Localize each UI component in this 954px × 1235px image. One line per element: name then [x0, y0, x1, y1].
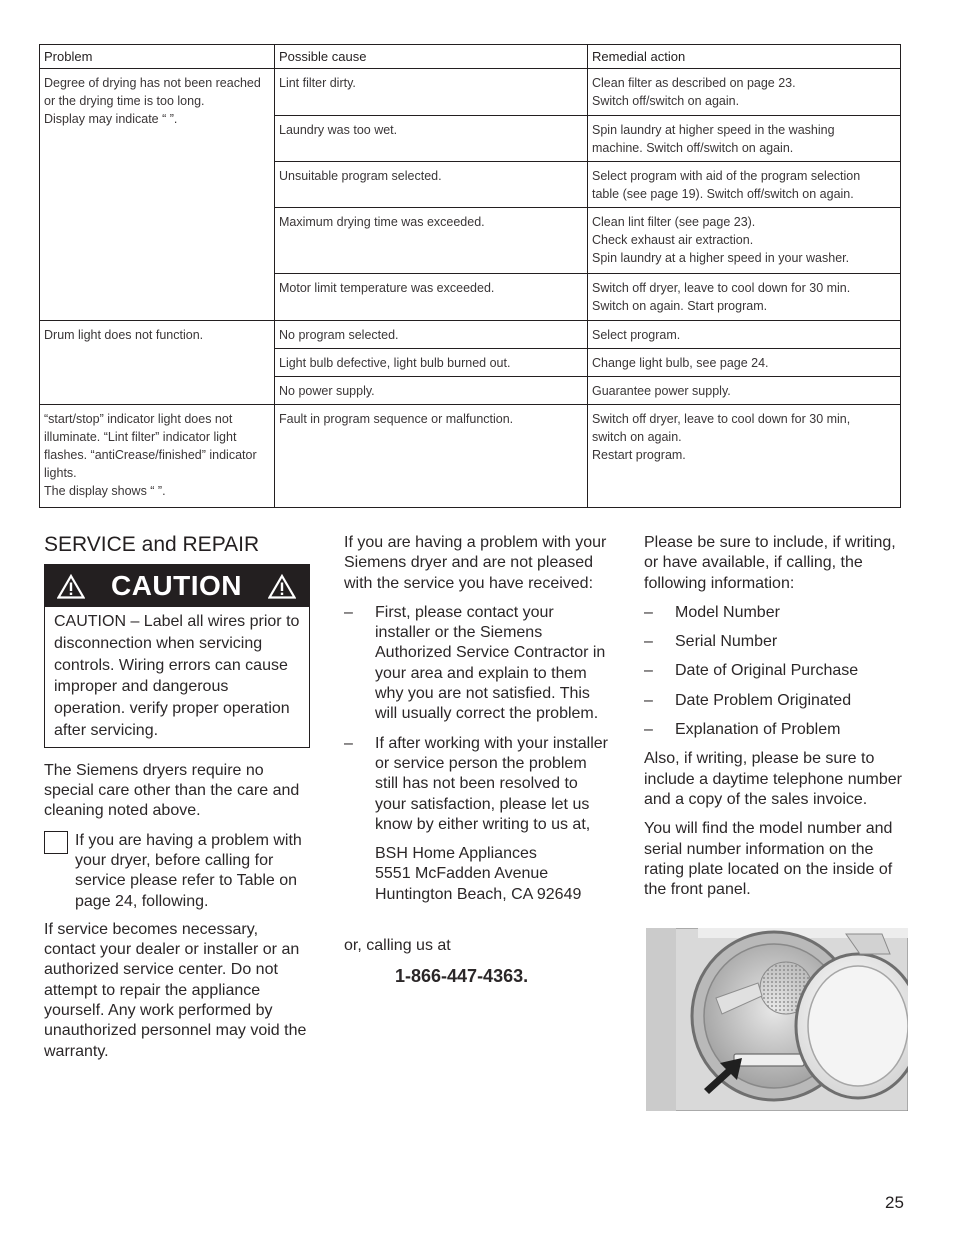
table-row [40, 69, 901, 116]
paragraph: You will find the model number and serial number information on the rating plate located on the inside of the front panel. [644, 820, 893, 899]
dash-bullet: – [644, 691, 653, 709]
problem-line: Drum light does not function. [44, 328, 204, 342]
action-line: Select program with aid of the program selection [592, 169, 861, 183]
address-line: BSH Home Appliances [375, 845, 537, 863]
middle-column [344, 533, 610, 987]
right-column [644, 533, 910, 900]
header-remedial-action: Remedial action [588, 45, 901, 69]
address-block [344, 844, 610, 905]
list-item-text: Date Problem Originated [675, 691, 852, 709]
list-item-text: Explanation of Problem [675, 721, 841, 739]
action-line: Restart program. [592, 448, 686, 462]
caution-box [44, 564, 310, 748]
dash-bullet: – [644, 662, 653, 680]
list-item [644, 720, 910, 740]
action-cell [588, 274, 901, 321]
action-line: Spin laundry at a higher speed in your washer. [592, 251, 850, 265]
address-line: Huntington Beach, CA 92649 [375, 885, 582, 903]
dash-bullet: – [644, 633, 653, 651]
action-line: Spin laundry at higher speed in the washing [592, 123, 835, 137]
problem-line: illuminate. “Lint filter” indicator light [44, 430, 237, 444]
list-item-text: First, please contact your installer or the Siemens Authorized Service Contractor in your area and explain to them why you are not satisfied. This will usually correct the problem. [375, 603, 606, 723]
problem-line: The display shows “ ”. [44, 484, 166, 498]
action-cell [588, 377, 901, 405]
section-title: SERVICE and REPAIR [44, 533, 260, 556]
action-cell [588, 162, 901, 208]
paragraph: If you are having a problem with your Siemens dryer and are not pleased with the service you have received: [344, 534, 607, 592]
warning-triangle-icon [268, 574, 296, 599]
cause-cell [275, 69, 588, 116]
caution-text: – Label all wires prior to disconnection when servicing controls. Wiring errors can cause improper and dangerous operation. verify proper operation after servicing. [54, 613, 300, 739]
paragraph: Please be sure to include, if writing, or have available, if calling, the following information: [644, 534, 896, 592]
cause-cell [275, 405, 588, 508]
phone-number: 1-866-447-4363. [395, 966, 529, 987]
paragraph: Also, if writing, please be sure to include a daytime telephone number and a copy of the sales invoice. [644, 750, 902, 808]
checkbox-square-icon [44, 831, 68, 854]
cause-line: No program selected. [279, 328, 399, 342]
cause-cell [275, 377, 588, 405]
dash-bullet: – [644, 603, 653, 621]
paragraph: If you are having a problem with your dryer, before calling for service please refer to Table on page 24, following. [75, 831, 302, 910]
cause-line: No power supply. [279, 384, 375, 398]
header-possible-cause: Possible cause [275, 45, 588, 69]
problem-line: “start/stop” indicator light does not [44, 412, 233, 426]
page-number: 25 [885, 1193, 904, 1212]
paragraph: or, calling us at [344, 937, 451, 955]
action-line: machine. Switch off/switch on again. [592, 141, 794, 155]
action-line: Change light bulb, see page 24. [592, 356, 769, 370]
list-item [344, 603, 610, 725]
table-row [40, 321, 901, 349]
list-item [644, 632, 910, 652]
problem-line: flashes. “antiCrease/finished” indicator [44, 448, 257, 462]
action-line: Select program. [592, 328, 681, 342]
cause-line: Fault in program sequence or malfunction. [279, 412, 514, 426]
problem-cell [40, 321, 275, 405]
paragraph: The Siemens dryers require no special care other than the care and cleaning noted above. [44, 761, 300, 820]
action-cell [588, 208, 901, 274]
list-item [644, 661, 910, 681]
action-line: Clean filter as described on page 23. [592, 76, 796, 90]
caution-title: CAUTION [110, 569, 243, 601]
header-problem: Problem [40, 45, 275, 69]
action-line: Check exhaust air extraction. [592, 233, 754, 247]
problem-line: or the drying time is too long. [44, 94, 205, 108]
problem-line: Display may indicate “ ”. [44, 112, 178, 126]
list-item-text: If after working with your installer or service person the problem still has not been resolved to your satisfaction, please let us know by either writing to us at, [375, 734, 608, 833]
action-line: switch on again. [592, 430, 682, 444]
left-column [44, 530, 310, 1062]
cause-cell [275, 116, 588, 162]
action-line: Switch on again. Start program. [592, 299, 768, 313]
list-item [644, 691, 910, 711]
action-line: Switch off dryer, leave to cool down for 30 min. [592, 281, 851, 295]
action-cell [588, 349, 901, 377]
cause-line: Motor limit temperature was exceeded. [279, 281, 495, 295]
problem-line: Degree of drying has not been reached [44, 76, 261, 90]
cause-line: Maximum drying time was exceeded. [279, 215, 485, 229]
problem-cell [40, 69, 275, 321]
cause-cell [275, 208, 588, 274]
caution-header [45, 565, 309, 607]
dryer-door-illustration [646, 928, 908, 1111]
action-cell [588, 69, 901, 116]
action-line: Switch off dryer, leave to cool down for 30 min, [592, 412, 851, 426]
address-line: 5551 McFadden Avenue [375, 865, 549, 883]
cause-cell [275, 349, 588, 377]
cause-line: Lint filter dirty. [279, 76, 356, 90]
dash-bullet: – [344, 603, 353, 621]
cause-cell [275, 321, 588, 349]
list-item-text: Serial Number [675, 633, 778, 651]
cause-line: Unsuitable program selected. [279, 169, 442, 183]
list-item [344, 734, 610, 835]
problem-line: lights. [44, 466, 77, 480]
action-line: table (see page 19). Switch off/switch on again. [592, 187, 854, 201]
checkbox-note [44, 831, 310, 912]
list-item-text: Model Number [675, 603, 780, 621]
warning-triangle-icon [57, 574, 85, 599]
action-cell [588, 405, 901, 508]
caution-label: CAUTION [54, 613, 126, 630]
cause-line: Light bulb defective, light bulb burned out. [279, 356, 511, 370]
problem-cell [40, 405, 275, 508]
action-line: Guarantee power supply. [592, 384, 731, 398]
action-line: Switch off/switch on again. [592, 94, 740, 108]
cause-cell [275, 274, 588, 321]
table-row [40, 405, 901, 508]
troubleshooting-table [39, 44, 901, 508]
action-cell [588, 116, 901, 162]
paragraph: If service becomes necessary, contact your dealer or installer or an authorized service center. Do not attempt to repair the appliance yourself. Any work performed by unauthorized personnel may void the warranty. [44, 920, 307, 1060]
list-item [644, 603, 910, 623]
cause-line: Laundry was too wet. [279, 123, 398, 137]
table-header-row [40, 45, 901, 69]
action-line: Clean lint filter (see page 23). [592, 215, 756, 229]
caution-body [45, 607, 309, 747]
cause-cell [275, 162, 588, 208]
action-cell [588, 321, 901, 349]
list-item-text: Date of Original Purchase [675, 662, 859, 680]
dash-bullet: – [644, 721, 653, 739]
dash-bullet: – [344, 734, 353, 752]
